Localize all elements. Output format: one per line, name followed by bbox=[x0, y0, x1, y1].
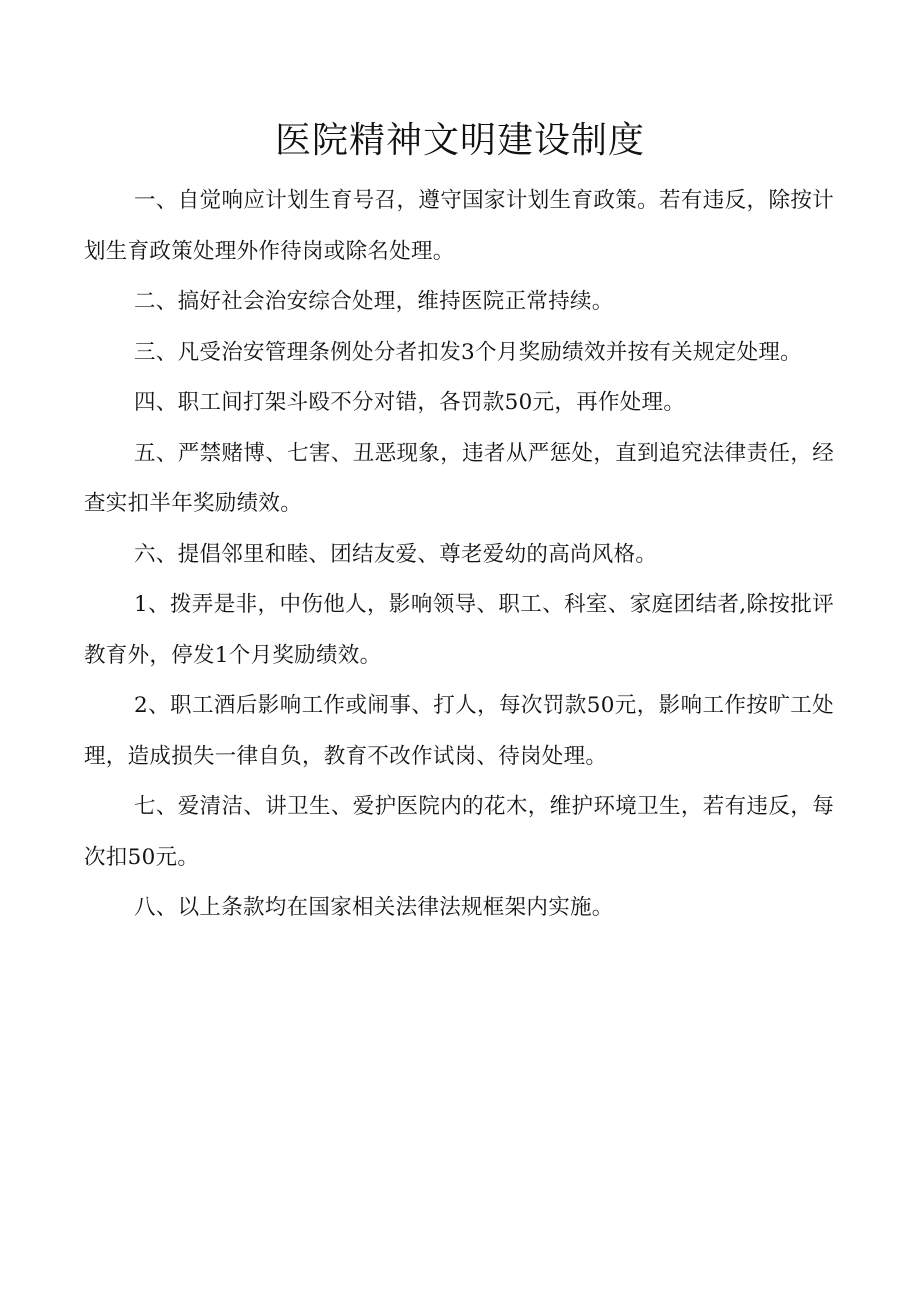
paragraph-1: 一、自觉响应计划生育号召，遵守国家计划生育政策。若有违反，除按计划生育政策处理外作待岗或除名处理。 bbox=[84, 188, 834, 264]
paragraph-4: 四、职工间打架斗殴不分对错，各罚款50元，再作处理。 bbox=[134, 390, 686, 415]
paragraph-8: 八、以上条款均在国家相关法律法规框架内实施。 bbox=[134, 895, 614, 920]
paragraph-6-item-1: 1、拨弄是非，中伤他人，影响领导、职工、科室、家庭团结者,除按批评教育外，停发1个月奖励绩效。 bbox=[84, 592, 834, 668]
document-body bbox=[84, 176, 834, 934]
paragraph-5: 五、严禁赌博、七害、丑恶现象，违者从严惩处，直到追究法律责任，经查实扣半年奖励绩效。 bbox=[84, 440, 834, 516]
paragraph-2: 二、搞好社会治安综合处理，维持医院正常持续。 bbox=[134, 289, 614, 314]
paragraph-7: 七、爱清洁、讲卫生、爱护医院内的花木，维护环境卫生，若有违反，每次扣50元。 bbox=[84, 794, 834, 870]
document-title: 医院精神文明建设制度 bbox=[274, 120, 645, 161]
paragraph-3: 三、凡受治安管理条例处分者扣发3个月奖励绩效并按有关规定处理。 bbox=[134, 339, 802, 365]
paragraph-6-item-2: 2、职工酒后影响工作或闹事、打人，每次罚款50元，影响工作按旷工处理，造成损失一律自负，教育不改作试岗、待岗处理。 bbox=[84, 693, 834, 769]
paragraph-6: 六、提倡邻里和睦、团结友爱、尊老爱幼的高尚风格。 bbox=[134, 541, 658, 567]
